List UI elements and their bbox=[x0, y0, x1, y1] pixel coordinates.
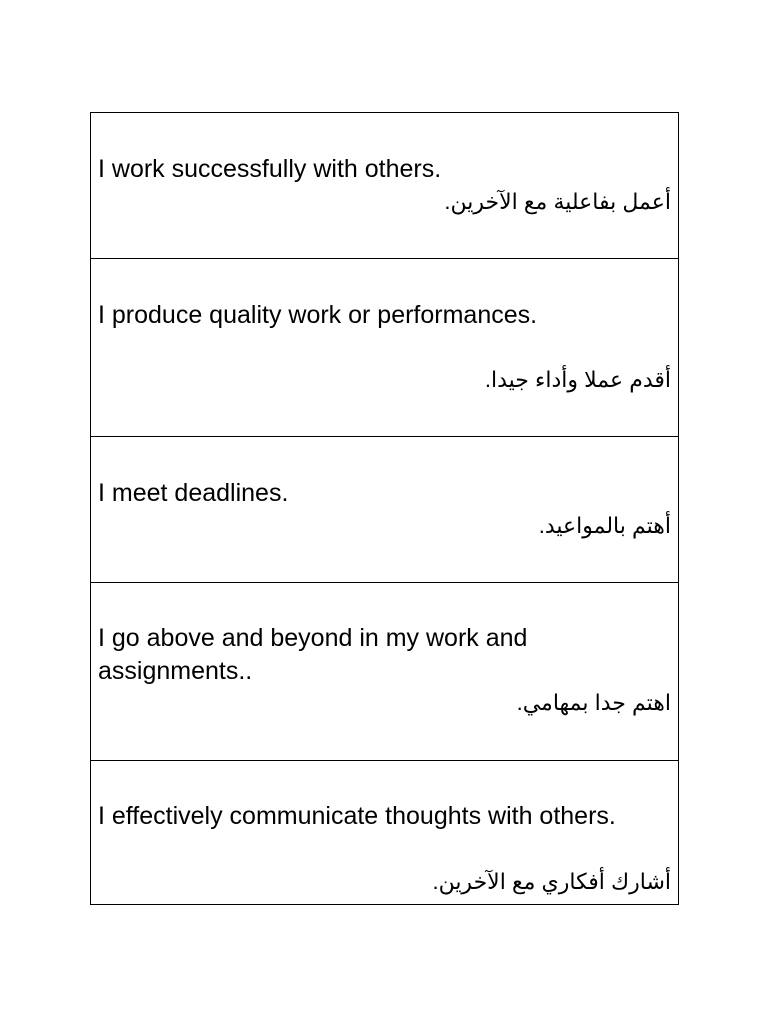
statement-table bbox=[90, 112, 679, 905]
statement-row bbox=[91, 113, 678, 258]
statement-english: I meet deadlines. bbox=[98, 479, 289, 507]
statement-english: I produce quality work or performances. bbox=[98, 301, 538, 329]
statement-arabic: أعمل بفاعلية مع الآخرين. bbox=[444, 189, 671, 214]
statement-english: I effectively communicate thoughts with others. bbox=[98, 802, 616, 830]
statement-arabic: اهتم جدا بمهامي. bbox=[516, 690, 671, 715]
statement-arabic: أشارك أفكاري مع الآخرين. bbox=[432, 869, 671, 894]
statement-english: I go above and beyond in my work and assignments.. bbox=[98, 624, 528, 685]
statement-english: I work successfully with others. bbox=[98, 155, 442, 183]
statement-row bbox=[91, 436, 678, 582]
statement-arabic: أقدم عملا وأداء جيدا. bbox=[484, 367, 671, 392]
statement-row bbox=[91, 258, 678, 436]
statement-row bbox=[91, 760, 678, 904]
statement-arabic: أهتم بالمواعيد. bbox=[538, 513, 671, 538]
statement-row bbox=[91, 582, 678, 760]
